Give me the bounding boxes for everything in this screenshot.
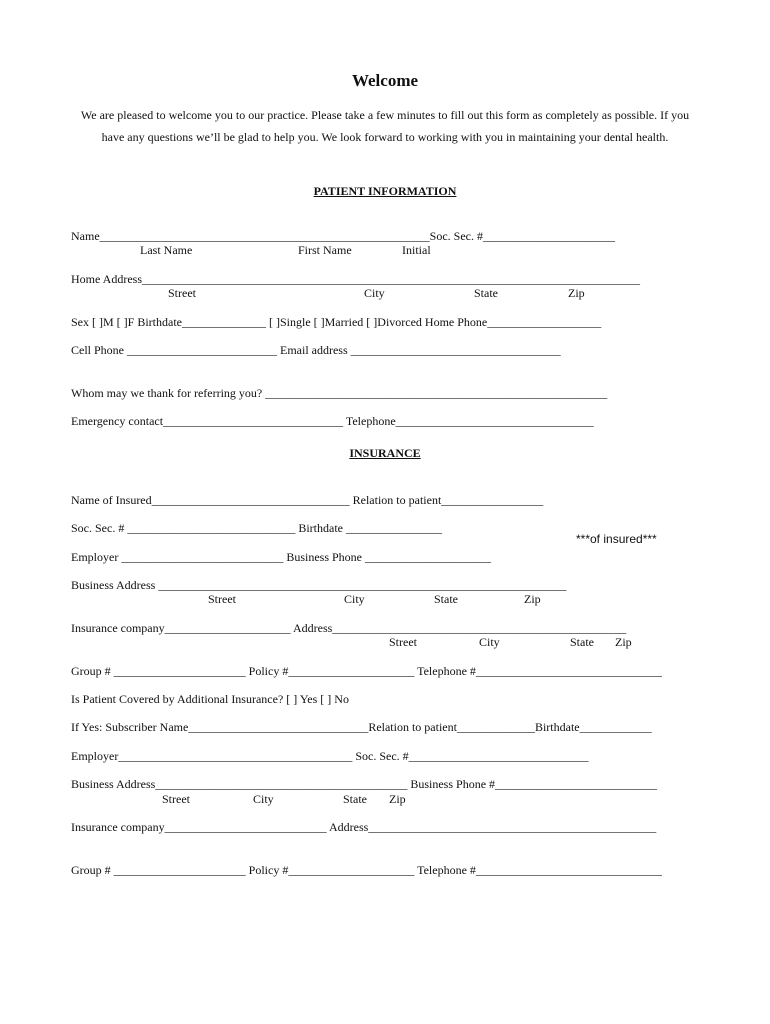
name-field[interactable]: Name_______________________________________________________Soc. Sec. #______________________ bbox=[71, 229, 615, 243]
street-caption: Street bbox=[168, 286, 196, 300]
street-caption: Street bbox=[162, 792, 190, 806]
street-caption: Street bbox=[208, 592, 236, 606]
zip-caption: Zip bbox=[615, 635, 632, 649]
insurance-company-row[interactable]: Insurance company_____________________ Address_________________________________________________ bbox=[71, 621, 627, 635]
patient-information-heading: PATIENT INFORMATION bbox=[313, 184, 457, 198]
insurance-heading: INSURANCE bbox=[349, 446, 421, 460]
secondary-business-address-row[interactable]: Business Address__________________________________________ Business Phone #___________________________ bbox=[71, 777, 658, 791]
city-caption: City bbox=[479, 635, 500, 649]
emergency-contact-row[interactable]: Emergency contact______________________________ Telephone_________________________________ bbox=[71, 414, 594, 428]
state-caption: State bbox=[474, 286, 498, 300]
intro-paragraph: We are pleased to welcome you to our practice. Please take a few minutes to fill out this form as completely as possible. If you have any questions we’ll be glad to help you. We look forward to working with you in maintaining your dental health. bbox=[80, 108, 690, 144]
city-caption: City bbox=[344, 592, 365, 606]
secondary-insurance-company-row[interactable]: Insurance company___________________________ Address________________________________________________ bbox=[71, 820, 657, 834]
state-caption: State bbox=[570, 635, 594, 649]
secondary-employer-row[interactable]: Employer_______________________________________ Soc. Sec. #______________________________ bbox=[71, 749, 589, 763]
zip-caption: Zip bbox=[568, 286, 585, 300]
city-caption: City bbox=[253, 792, 274, 806]
subscriber-row[interactable]: If Yes: Subscriber Name______________________________Relation to patient_____________Birthdate____________ bbox=[71, 720, 652, 734]
referral-field[interactable]: Whom may we thank for referring you? _________________________________________________________ bbox=[71, 386, 608, 400]
zip-caption: Zip bbox=[389, 792, 406, 806]
group-policy-telephone-row[interactable]: Group # ______________________ Policy #_____________________ Telephone #_______________________________ bbox=[71, 664, 662, 678]
state-caption: State bbox=[434, 592, 458, 606]
initial-caption: Initial bbox=[402, 243, 431, 257]
page-title: Welcome bbox=[351, 71, 419, 90]
name-of-insured-row[interactable]: Name of Insured_________________________________ Relation to patient_________________ bbox=[71, 493, 544, 507]
home-address-field[interactable]: Home Address___________________________________________________________________________________ bbox=[71, 272, 640, 286]
employer-row[interactable]: Employer ___________________________ Business Phone _____________________ bbox=[71, 550, 491, 564]
cell-email-row[interactable]: Cell Phone _________________________ Email address ___________________________________ bbox=[71, 343, 561, 357]
state-caption: State bbox=[343, 792, 367, 806]
secondary-group-policy-telephone-row[interactable]: Group # ______________________ Policy #_____________________ Telephone #_______________________________ bbox=[71, 863, 662, 877]
last-name-caption: Last Name bbox=[140, 243, 193, 257]
business-address-field[interactable]: Business Address ____________________________________________________________________ bbox=[71, 578, 567, 592]
sex-birthdate-marital-phone-row[interactable]: Sex [ ]M [ ]F Birthdate______________ [ ]Single [ ]Married [ ]Divorced Home Phone___________________ bbox=[71, 315, 602, 329]
city-caption: City bbox=[364, 286, 385, 300]
first-name-caption: First Name bbox=[298, 243, 352, 257]
street-caption: Street bbox=[389, 635, 417, 649]
zip-caption: Zip bbox=[524, 592, 541, 606]
of-insured-note: ***of insured*** bbox=[576, 532, 657, 546]
additional-insurance-row[interactable]: Is Patient Covered by Additional Insurance? [ ] Yes [ ] No bbox=[71, 692, 349, 706]
insured-ssn-birthdate-row[interactable]: Soc. Sec. # ____________________________ Birthdate ________________ bbox=[71, 521, 442, 535]
